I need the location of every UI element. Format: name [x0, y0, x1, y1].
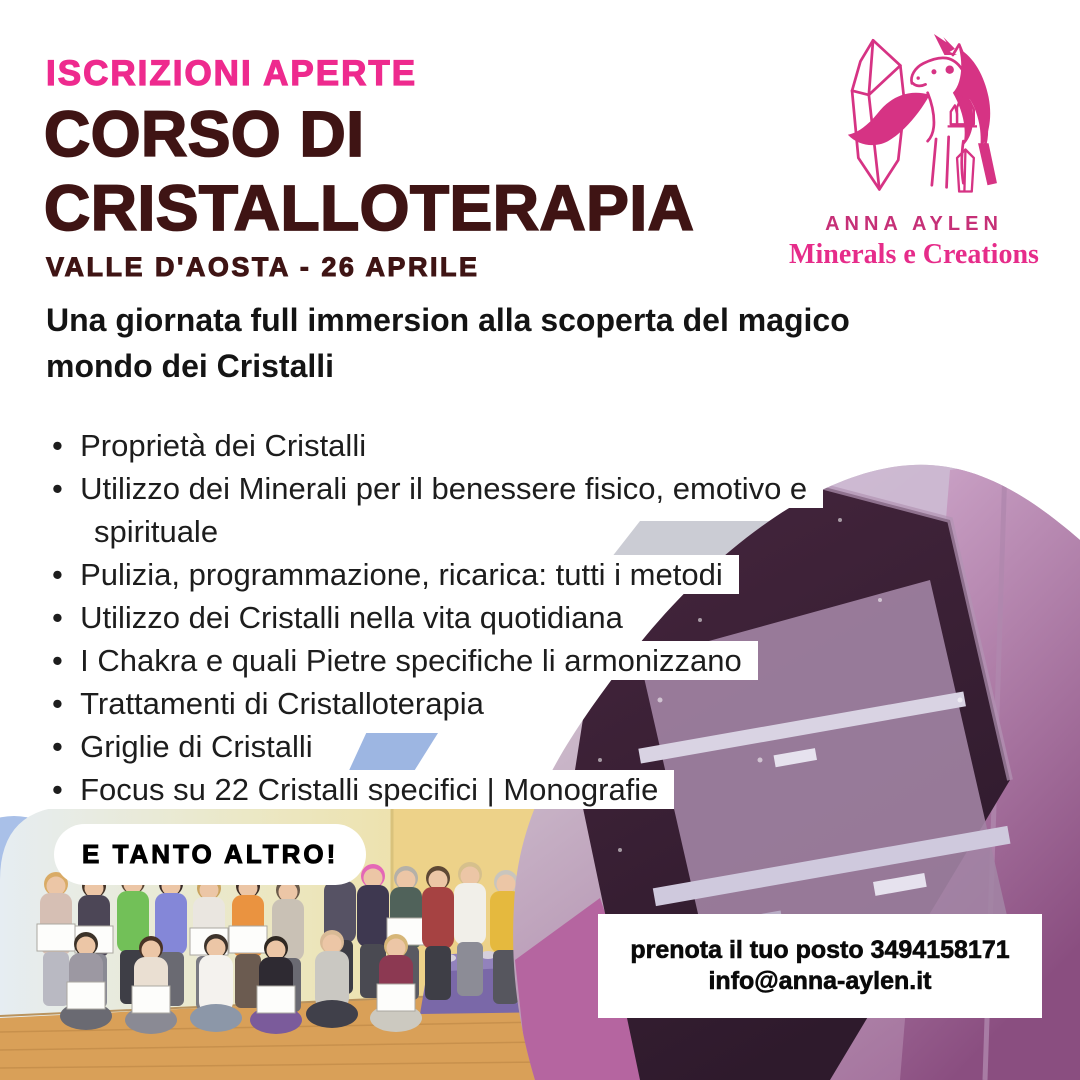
brand-tagline: Minerals e Creations	[789, 239, 1039, 270]
topic-item	[48, 768, 896, 811]
topic-label: • Proprietà dei Cristalli	[48, 426, 382, 465]
topic-label: • Utilizzo dei Cristalli nella vita quotidiana	[48, 598, 639, 637]
title-line-1: CORSO DI	[44, 98, 365, 170]
brand-name: ANNA AYLEN	[825, 213, 1003, 235]
topic-label: • I Chakra e quali Pietre specifiche li armonizzano	[48, 641, 758, 680]
topic-item	[48, 596, 896, 639]
topic-label: • Griglie di Cristalli	[48, 727, 329, 766]
topic-item	[48, 424, 896, 467]
title-line-2: CRISTALLOTERAPIA	[44, 172, 695, 244]
contact-email: info@anna-aylen.it	[708, 967, 932, 995]
topic-label: • Utilizzo dei Minerali per il benessere fisico, emotivo e spirituale	[48, 469, 823, 551]
topic-label: • Trattamenti di Cristalloterapia	[48, 684, 500, 723]
topic-item	[48, 725, 896, 768]
more-badge: E TANTO ALTRO!	[54, 824, 366, 885]
contact-phone-line: prenota il tuo posto 3494158171	[630, 936, 1010, 964]
topic-item	[48, 682, 896, 725]
course-description: Una giornata full immersion alla scoperta del magico mondo dei Cristalli	[46, 302, 850, 384]
topic-item	[48, 639, 896, 682]
page-title	[44, 97, 764, 245]
event-location-date: VALLE D'AOSTA - 26 APRILE	[46, 252, 480, 282]
topic-label: • Focus su 22 Cristalli specifici | Monografie	[48, 770, 674, 809]
topic-item	[48, 467, 896, 553]
contact-box	[598, 914, 1042, 1018]
topic-item	[48, 553, 896, 596]
unicorn-crystal-icon	[798, 34, 1030, 202]
topics-list	[48, 424, 896, 811]
open-enrollment-label: ISCRIZIONI APERTE	[46, 54, 418, 93]
topic-label: • Pulizia, programmazione, ricarica: tutti i metodi	[48, 555, 739, 594]
brand-logo	[775, 34, 1053, 271]
